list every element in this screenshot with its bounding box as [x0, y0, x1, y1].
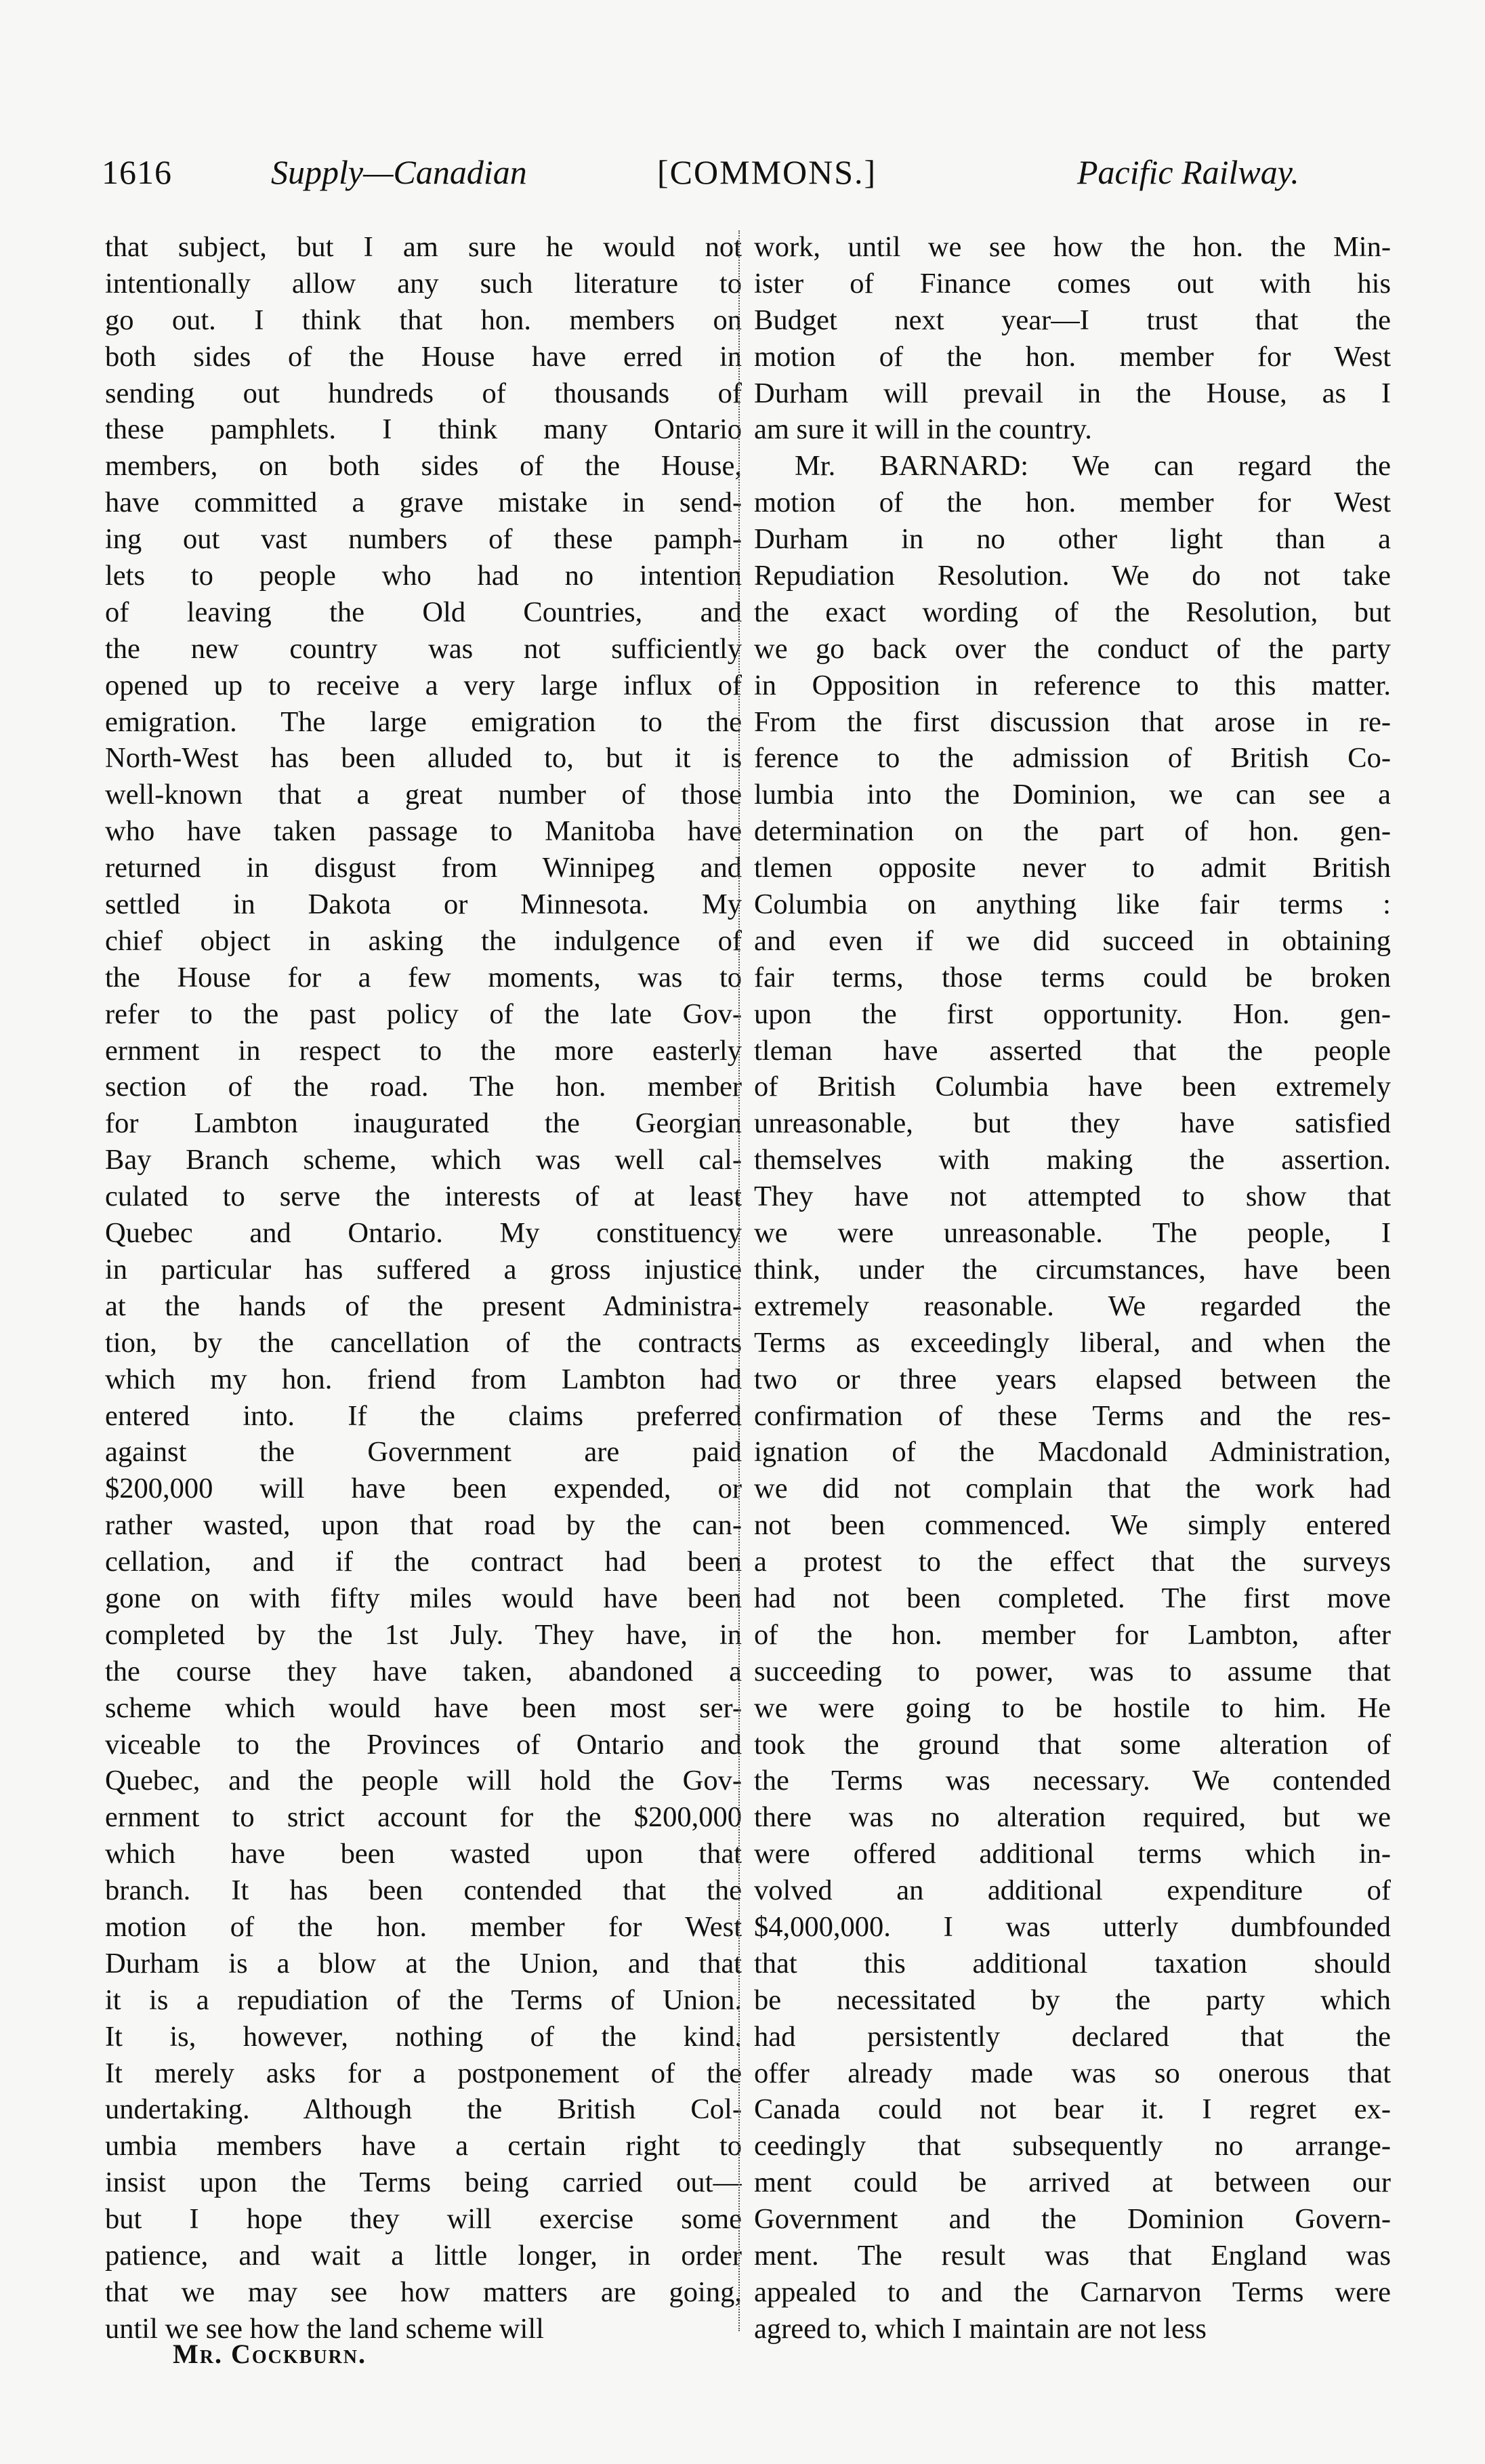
text-line: which my hon. friend from Lambton had: [105, 1363, 742, 1395]
text-line: patience, and wait a little longer, in order: [105, 2239, 742, 2272]
text-line: extremely reasonable. We regarded the: [754, 1290, 1391, 1322]
text-line: tleman have asserted that the people: [754, 1034, 1391, 1067]
text-line: were offered additional terms which in-: [754, 1838, 1391, 1870]
text-line: Mr. BARNARD: We can regard the: [795, 450, 1391, 482]
text-line: themselves with making the assertion.: [754, 1144, 1391, 1176]
text-line: well-known that a great number of those: [105, 779, 742, 811]
running-title-left: Supply—Canadian: [271, 153, 527, 191]
text-line: succeeding to power, was to assume that: [754, 1655, 1391, 1687]
text-line: who have taken passage to Manitoba have: [105, 815, 742, 848]
page-header: [102, 152, 1389, 207]
text-line: appealed to and the Carnarvon Terms were: [754, 2276, 1391, 2308]
text-line: confirmation of these Terms and the res-: [754, 1399, 1391, 1432]
text-line: go out. I think that hon. members on: [105, 304, 742, 336]
text-line: which have been wasted upon that: [105, 1838, 742, 1870]
text-line: in Opposition in reference to this matter.: [754, 669, 1391, 701]
text-line: lumbia into the Dominion, we can see a: [754, 779, 1391, 811]
text-line: agreed to, which I maintain are not less: [754, 2312, 1207, 2345]
text-line: of leaving the Old Countries, and: [105, 596, 742, 628]
text-line: a protest to the effect that the surveys: [754, 1546, 1391, 1578]
running-title-center: [COMMONS.]: [657, 153, 877, 191]
text-line: think, under the circumstances, have been: [754, 1253, 1391, 1286]
text-line: be necessitated by the party which: [754, 1984, 1391, 2016]
text-line: we did not complain that the work had: [754, 1473, 1391, 1505]
text-line: ment could be arrived at between our: [754, 2167, 1391, 2199]
text-line: members, on both sides of the House,: [105, 450, 742, 482]
text-line: emigration. The large emigration to the: [105, 705, 742, 738]
text-line: ernment in respect to the more easterly: [105, 1034, 742, 1067]
text-line: the exact wording of the Resolution, but: [754, 596, 1391, 628]
text-line: fair terms, those terms could be broken: [754, 961, 1391, 993]
text-line: sending out hundreds of thousands of: [105, 377, 742, 409]
text-line: section of the road. The hon. member: [105, 1071, 742, 1103]
text-line: culated to serve the interests of at least: [105, 1180, 742, 1213]
text-line: until we see how the land scheme will: [105, 2312, 544, 2345]
footer-speaker: Mr. Cockburn.: [173, 2339, 367, 2369]
text-line: ceedingly that subsequently no arrange-: [754, 2130, 1391, 2162]
text-line: umbia members have a certain right to: [105, 2130, 742, 2162]
text-line: returned in disgust from Winnipeg and: [105, 852, 742, 884]
text-line: we were going to be hostile to him. He: [754, 1691, 1391, 1724]
text-line: against the Government are paid: [105, 1436, 742, 1469]
text-line: unreasonable, but they have satisfied: [754, 1107, 1391, 1140]
text-line: It merely asks for a postponement of the: [105, 2057, 742, 2089]
text-line: determination on the part of hon. gen-: [754, 815, 1391, 848]
text-line: gone on with fifty miles would have been: [105, 1582, 742, 1614]
column-divider: [738, 230, 740, 2331]
text-line: we were unreasonable. The people, I: [754, 1217, 1391, 1250]
text-line: lets to people who had no intention: [105, 560, 742, 592]
text-line: ference to the admission of British Co-: [754, 742, 1391, 775]
text-line: upon the first opportunity. Hon. gen-: [754, 998, 1391, 1030]
text-line: the House for a few moments, was to: [105, 961, 742, 993]
text-line: viceable to the Provinces of Ontario and: [105, 1728, 742, 1761]
text-line: ing out vast numbers of these pamph-: [105, 523, 742, 556]
text-line: of the hon. member for Lambton, after: [754, 1618, 1391, 1651]
text-line: both sides of the House have erred in: [105, 340, 742, 373]
text-line: of British Columbia have been extremely: [754, 1071, 1391, 1103]
text-line: tlemen opposite never to admit British: [754, 852, 1391, 884]
text-line: scheme which would have been most ser-: [105, 1691, 742, 1724]
text-line: Quebec, and the people will hold the Gov-: [105, 1765, 742, 1797]
text-line: settled in Dakota or Minnesota. My: [105, 888, 742, 921]
text-line: these pamphlets. I think many Ontario: [105, 413, 742, 446]
text-line: ignation of the Macdonald Administration,: [754, 1436, 1391, 1469]
text-line: Repudiation Resolution. We do not take: [754, 560, 1391, 592]
text-line: undertaking. Although the British Col-: [105, 2093, 742, 2126]
text-line: ment. The result was that England was: [754, 2239, 1391, 2272]
text-line: it is a repudiation of the Terms of Union.: [105, 1984, 742, 2016]
text-line: not been commenced. We simply entered: [754, 1509, 1391, 1542]
text-line: Durham is a blow at the Union, and that: [105, 1947, 742, 1979]
text-line: but I hope they will exercise some: [105, 2203, 742, 2236]
text-line: Durham in no other light than a: [754, 523, 1391, 556]
text-line: From the first discussion that arose in re-: [754, 705, 1391, 738]
text-line: the Terms was necessary. We contended: [754, 1765, 1391, 1797]
text-line: Columbia on anything like fair terms :: [754, 888, 1391, 921]
text-line: that this additional taxation should: [754, 1947, 1391, 1979]
text-line: cellation, and if the contract had been: [105, 1546, 742, 1578]
text-line: we go back over the conduct of the party: [754, 632, 1391, 665]
text-line: there was no alteration required, but we: [754, 1801, 1391, 1834]
text-line: and even if we did succeed in obtaining: [754, 924, 1391, 957]
text-line: volved an additional expenditure of: [754, 1874, 1391, 1907]
text-line: Canada could not bear it. I regret ex-: [754, 2093, 1391, 2126]
right-column: [754, 229, 1391, 2347]
text-line: the course they have taken, abandoned a: [105, 1655, 742, 1687]
text-line: had persistently declared that the: [754, 2020, 1391, 2053]
text-line: North-West has been alluded to, but it is: [105, 742, 742, 775]
text-line: Durham will prevail in the House, as I: [754, 377, 1391, 409]
text-line: had not been completed. The first move: [754, 1582, 1391, 1614]
text-line: at the hands of the present Administra-: [105, 1290, 742, 1322]
text-line: in particular has suffered a gross injustice: [105, 1253, 742, 1286]
text-line: Bay Branch scheme, which was well cal-: [105, 1144, 742, 1176]
text-line: It is, however, nothing of the kind.: [105, 2020, 742, 2053]
text-line: for Lambton inaugurated the Georgian: [105, 1107, 742, 1140]
text-line: completed by the 1st July. They have, in: [105, 1618, 742, 1651]
text-line: rather wasted, upon that road by the can-: [105, 1509, 742, 1542]
text-line: Budget next year—I trust that the: [754, 304, 1391, 336]
text-line: am sure it will in the country.: [754, 413, 1092, 446]
text-line: Government and the Dominion Govern-: [754, 2203, 1391, 2236]
text-line: tion, by the cancellation of the contracts: [105, 1326, 742, 1359]
text-line: They have not attempted to show that: [754, 1180, 1391, 1213]
text-line: chief object in asking the indulgence of: [105, 924, 742, 957]
text-line: the new country was not sufficiently: [105, 632, 742, 665]
text-line: ister of Finance comes out with his: [754, 267, 1391, 300]
text-line: Quebec and Ontario. My constituency: [105, 1217, 742, 1250]
text-line: work, until we see how the hon. the Min-: [754, 231, 1391, 263]
text-line: that we may see how matters are going,: [105, 2276, 742, 2308]
text-line: insist upon the Terms being carried out—: [105, 2167, 742, 2199]
text-line: took the ground that some alteration of: [754, 1728, 1391, 1761]
text-line: branch. It has been contended that the: [105, 1874, 742, 1907]
text-line: intentionally allow any such literature to: [105, 267, 742, 300]
text-line: that subject, but I am sure he would not: [105, 231, 742, 263]
text-line: two or three years elapsed between the: [754, 1363, 1391, 1395]
text-line: entered into. If the claims preferred: [105, 1399, 742, 1432]
text-line: ernment to strict account for the $200,000: [105, 1801, 742, 1834]
text-line: offer already made was so onerous that: [754, 2057, 1391, 2089]
text-line: opened up to receive a very large influx of: [105, 669, 742, 701]
text-line: $200,000 will have been expended, or: [105, 1473, 742, 1505]
text-line: $4,000,000. I was utterly dumbfounded: [754, 1910, 1391, 1943]
left-column: [105, 229, 742, 2347]
text-line: have committed a grave mistake in send-: [105, 487, 742, 519]
running-title-right: Pacific Railway.: [1077, 153, 1299, 191]
text-line: Terms as exceedingly liberal, and when the: [754, 1326, 1391, 1359]
text-line: motion of the hon. member for West: [105, 1910, 742, 1943]
page-number: 1616: [102, 153, 172, 191]
text-line: motion of the hon. member for West: [754, 487, 1391, 519]
text-line: motion of the hon. member for West: [754, 340, 1391, 373]
text-line: refer to the past policy of the late Gov-: [105, 998, 742, 1030]
